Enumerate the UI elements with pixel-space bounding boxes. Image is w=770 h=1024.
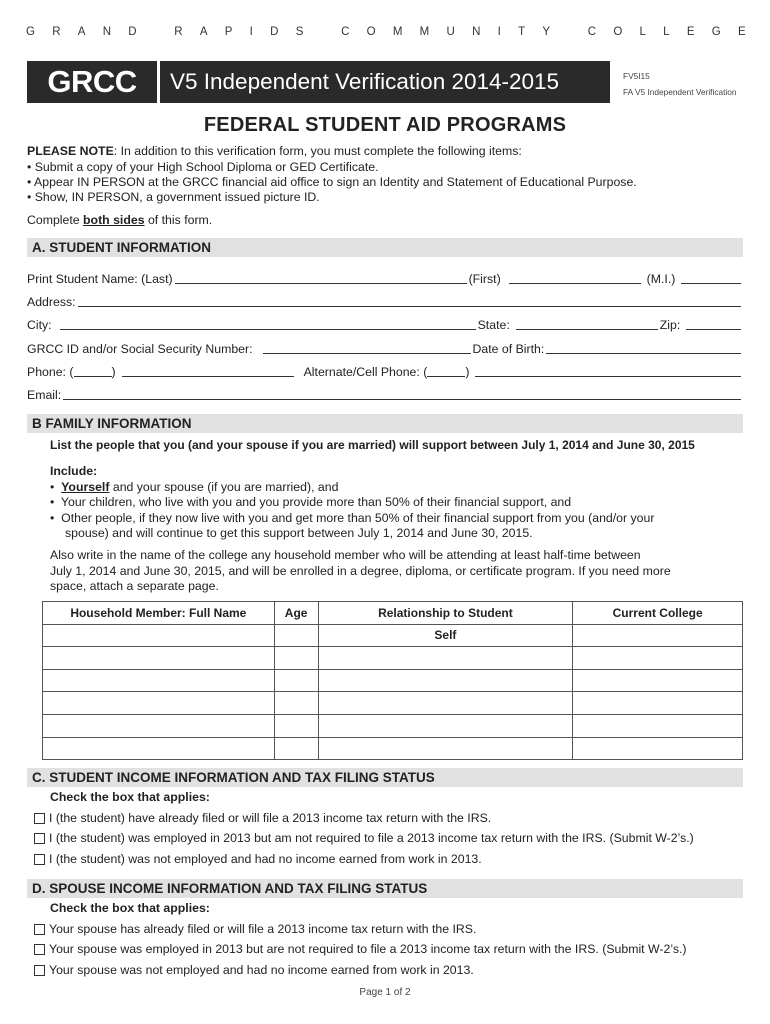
checkbox[interactable] <box>34 813 45 824</box>
alt-phone-area-code-field[interactable] <box>427 365 465 377</box>
bullet-text: Other people, if they now live with you and get more than 50% of their financial support from you (and/or your <box>61 511 655 525</box>
col-header-college: Current College <box>573 602 743 625</box>
yourself-bold: Yourself <box>61 480 110 494</box>
letter: R <box>52 26 61 38</box>
complete-bold: both sides <box>83 213 145 227</box>
col-header-full-name: Household Member: Full Name <box>43 602 275 625</box>
age-cell[interactable] <box>274 624 318 647</box>
letter: U <box>446 26 455 38</box>
relationship-cell[interactable] <box>318 647 573 670</box>
letter: T <box>518 26 526 38</box>
alt-phone-number-field[interactable] <box>475 365 741 377</box>
form-code-description: FA V5 Independent Verification <box>623 87 737 97</box>
include-bullet-children <box>50 495 571 509</box>
form-title: V5 Independent Verification 2014-2015 <box>160 61 610 103</box>
form-code-block <box>623 68 736 100</box>
col-header-age: Age <box>274 602 318 625</box>
bullet-text: and your spouse (if you are married), and <box>109 480 339 494</box>
name-cell[interactable] <box>43 669 275 692</box>
spouse-option-filed[interactable] <box>34 922 476 936</box>
letter: I <box>249 26 253 38</box>
email-row <box>27 386 743 402</box>
letter: N <box>102 26 111 38</box>
complete-pre: Complete <box>27 213 84 227</box>
complete-post: of this form. <box>144 213 213 227</box>
spouse-option-employed-not-required[interactable] <box>34 942 687 956</box>
first-name-label: (First) <box>468 272 501 286</box>
phone-label: Phone: ( <box>27 365 74 379</box>
letter: G <box>26 26 35 38</box>
letter: C <box>341 26 350 38</box>
phone-area-code-field[interactable] <box>74 365 112 377</box>
age-cell[interactable] <box>274 647 318 670</box>
phone-number-field[interactable] <box>122 365 294 377</box>
section-d-check-label: Check the box that applies: <box>50 901 210 915</box>
household-table <box>42 601 743 760</box>
include-bullet-others-cont: spouse) and will continue to get this support between July 1, 2014 and June 30, 2015. <box>65 526 533 540</box>
include-bullet-yourself <box>50 480 338 494</box>
section-d-header: D. SPOUSE INCOME INFORMATION AND TAX FILING STATUS <box>27 879 743 898</box>
letter: S <box>295 26 304 38</box>
bullet-text: Your children, who live with you and you provide more than 50% of their financial support, and <box>60 495 572 509</box>
family-intro: List the people that you (and your spouse if you are married) will support between July 1, 2014 and June 30, 2015 <box>50 438 695 452</box>
option-text: Your spouse has already filed or will file a 2013 income tax return with the IRS. <box>49 922 477 936</box>
also-write-text: Also write in the name of the college any household member who will be attending at least half-time between <box>50 548 641 562</box>
name-cell[interactable] <box>43 692 275 715</box>
letter: E <box>686 26 695 38</box>
college-cell[interactable] <box>573 624 743 647</box>
option-text: I (the student) was not employed and had no income earned from work in 2013. <box>49 852 482 866</box>
table-row <box>43 692 743 715</box>
mi-field[interactable] <box>681 272 741 284</box>
letter: L <box>663 26 670 38</box>
letter: O <box>613 26 623 38</box>
checkbox[interactable] <box>34 944 45 955</box>
student-option-not-employed[interactable] <box>34 852 482 866</box>
alt-phone-close-paren: ) <box>465 365 470 379</box>
mi-label: (M.I.) <box>646 272 676 286</box>
letter: M <box>419 26 430 38</box>
relationship-cell[interactable] <box>318 692 573 715</box>
college-cell[interactable] <box>573 647 743 670</box>
letter: D <box>128 26 137 38</box>
relationship-cell[interactable] <box>318 714 573 737</box>
complete-both-sides <box>27 213 212 227</box>
please-note-label: PLEASE NOTE <box>27 144 114 158</box>
age-cell[interactable] <box>274 714 318 737</box>
note-item: • Show, IN PERSON, a government issued picture ID. <box>27 190 320 204</box>
relationship-cell[interactable] <box>318 669 573 692</box>
checkbox[interactable] <box>34 854 45 865</box>
address-field[interactable] <box>78 295 741 307</box>
page-number: Page 1 of 2 <box>359 987 411 998</box>
letter: C <box>587 26 597 38</box>
please-note <box>27 144 522 158</box>
city-label: City: <box>27 318 52 332</box>
last-name-field[interactable] <box>175 272 467 284</box>
age-cell[interactable] <box>274 669 318 692</box>
section-a-header: A. STUDENT INFORMATION <box>27 238 743 257</box>
letter: G <box>711 26 721 38</box>
letter: I <box>497 26 501 38</box>
letter-gap <box>567 26 570 38</box>
bullet: • <box>50 511 62 525</box>
section-c-check-label: Check the box that applies: <box>50 790 210 804</box>
phone-close-paren: ) <box>111 365 116 379</box>
include-bullet-others <box>50 511 654 525</box>
city-field[interactable] <box>60 318 476 330</box>
also-write-text: space, attach a separate page. <box>50 579 219 593</box>
also-write-text: July 1, 2014 and June 30, 2015, and will be enrolled in a degree, diploma, or certificate program. If you need more <box>50 564 671 578</box>
note-item: • Submit a copy of your High School Diploma or GED Certificate. <box>27 160 379 174</box>
please-note-text: : In addition to this verification form, you must complete the following items: <box>113 144 522 158</box>
include-label: Include: <box>50 464 98 478</box>
grcc-logo: GRCC <box>27 61 157 103</box>
last-name-label: Print Student Name: (Last) <box>27 272 173 286</box>
age-cell[interactable] <box>274 692 318 715</box>
name-cell[interactable] <box>43 737 275 760</box>
student-name-row <box>27 270 743 286</box>
section-c-header: C. STUDENT INCOME INFORMATION AND TAX FILING STATUS <box>27 768 743 787</box>
email-label: Email: <box>27 388 62 402</box>
letter: L <box>639 26 646 38</box>
name-cell[interactable] <box>43 647 275 670</box>
age-cell[interactable] <box>274 737 318 760</box>
table-row <box>43 647 743 670</box>
state-field[interactable] <box>516 318 658 330</box>
table-row <box>43 714 743 737</box>
phone-row <box>27 363 743 379</box>
dob-label: Date of Birth: <box>472 342 545 356</box>
college-cell[interactable] <box>573 737 743 760</box>
letter: A <box>199 26 208 38</box>
table-header-row <box>43 602 743 625</box>
letter: M <box>392 26 403 38</box>
relationship-cell-self: Self <box>318 624 573 647</box>
table-row <box>43 737 743 760</box>
id-row <box>27 340 743 356</box>
student-option-filed[interactable] <box>34 811 491 825</box>
name-cell[interactable] <box>43 714 275 737</box>
student-option-employed-not-required[interactable] <box>34 831 694 845</box>
first-name-field[interactable] <box>509 272 641 284</box>
section-b-header: B FAMILY INFORMATION <box>27 414 743 433</box>
letter: N <box>472 26 481 38</box>
spouse-option-not-employed[interactable] <box>34 963 474 977</box>
dob-field[interactable] <box>546 342 741 354</box>
col-header-relationship: Relationship to Student <box>318 602 573 625</box>
zip-label: Zip: <box>659 318 681 332</box>
option-text: Your spouse was employed in 2013 but are not required to file a 2013 income tax return with the IRS. (Submit W-2’s.) <box>49 942 687 956</box>
college-name-header <box>26 26 746 38</box>
table-row <box>43 669 743 692</box>
form-code: FV5I15 <box>623 71 650 81</box>
relationship-cell[interactable] <box>318 737 573 760</box>
letter: A <box>77 26 86 38</box>
bullet: • <box>50 495 61 509</box>
grcc-id-label: GRCC ID and/or Social Security Number: <box>27 342 253 356</box>
email-field[interactable] <box>63 388 741 400</box>
main-title: FEDERAL STUDENT AID PROGRAMS <box>203 114 567 136</box>
grcc-id-field[interactable] <box>263 342 471 354</box>
name-cell[interactable] <box>43 624 275 647</box>
checkbox[interactable] <box>34 924 45 935</box>
letter: O <box>366 26 376 38</box>
address-label: Address: <box>27 295 76 309</box>
alt-phone-label: Alternate/Cell Phone: ( <box>303 365 428 379</box>
letter: R <box>174 26 183 38</box>
college-cell[interactable] <box>573 692 743 715</box>
address-row <box>27 293 743 309</box>
note-item: • Appear IN PERSON at the GRCC financial aid office to sign an Identity and Statement of Educational Purpose. <box>27 175 637 189</box>
state-label: State: <box>477 318 510 332</box>
college-cell[interactable] <box>573 714 743 737</box>
option-text: Your spouse was not employed and had no income earned from work in 2013. <box>49 963 474 977</box>
zip-field[interactable] <box>686 318 741 330</box>
checkbox[interactable] <box>34 833 45 844</box>
letter-gap <box>321 26 324 38</box>
table-row <box>43 624 743 647</box>
letter: P <box>224 26 233 38</box>
college-cell[interactable] <box>573 669 743 692</box>
letter-gap <box>154 26 157 38</box>
letter: D <box>270 26 279 38</box>
city-row <box>27 316 743 332</box>
option-text: I (the student) was employed in 2013 but am not required to file a 2013 income tax return with the IRS. (Submit W-2’s.) <box>49 831 694 845</box>
letter: Y <box>542 26 551 38</box>
letter: E <box>737 26 746 38</box>
bullet: • <box>50 480 62 494</box>
checkbox[interactable] <box>34 965 45 976</box>
option-text: I (the student) have already filed or will file a 2013 income tax return with the IRS. <box>49 811 492 825</box>
